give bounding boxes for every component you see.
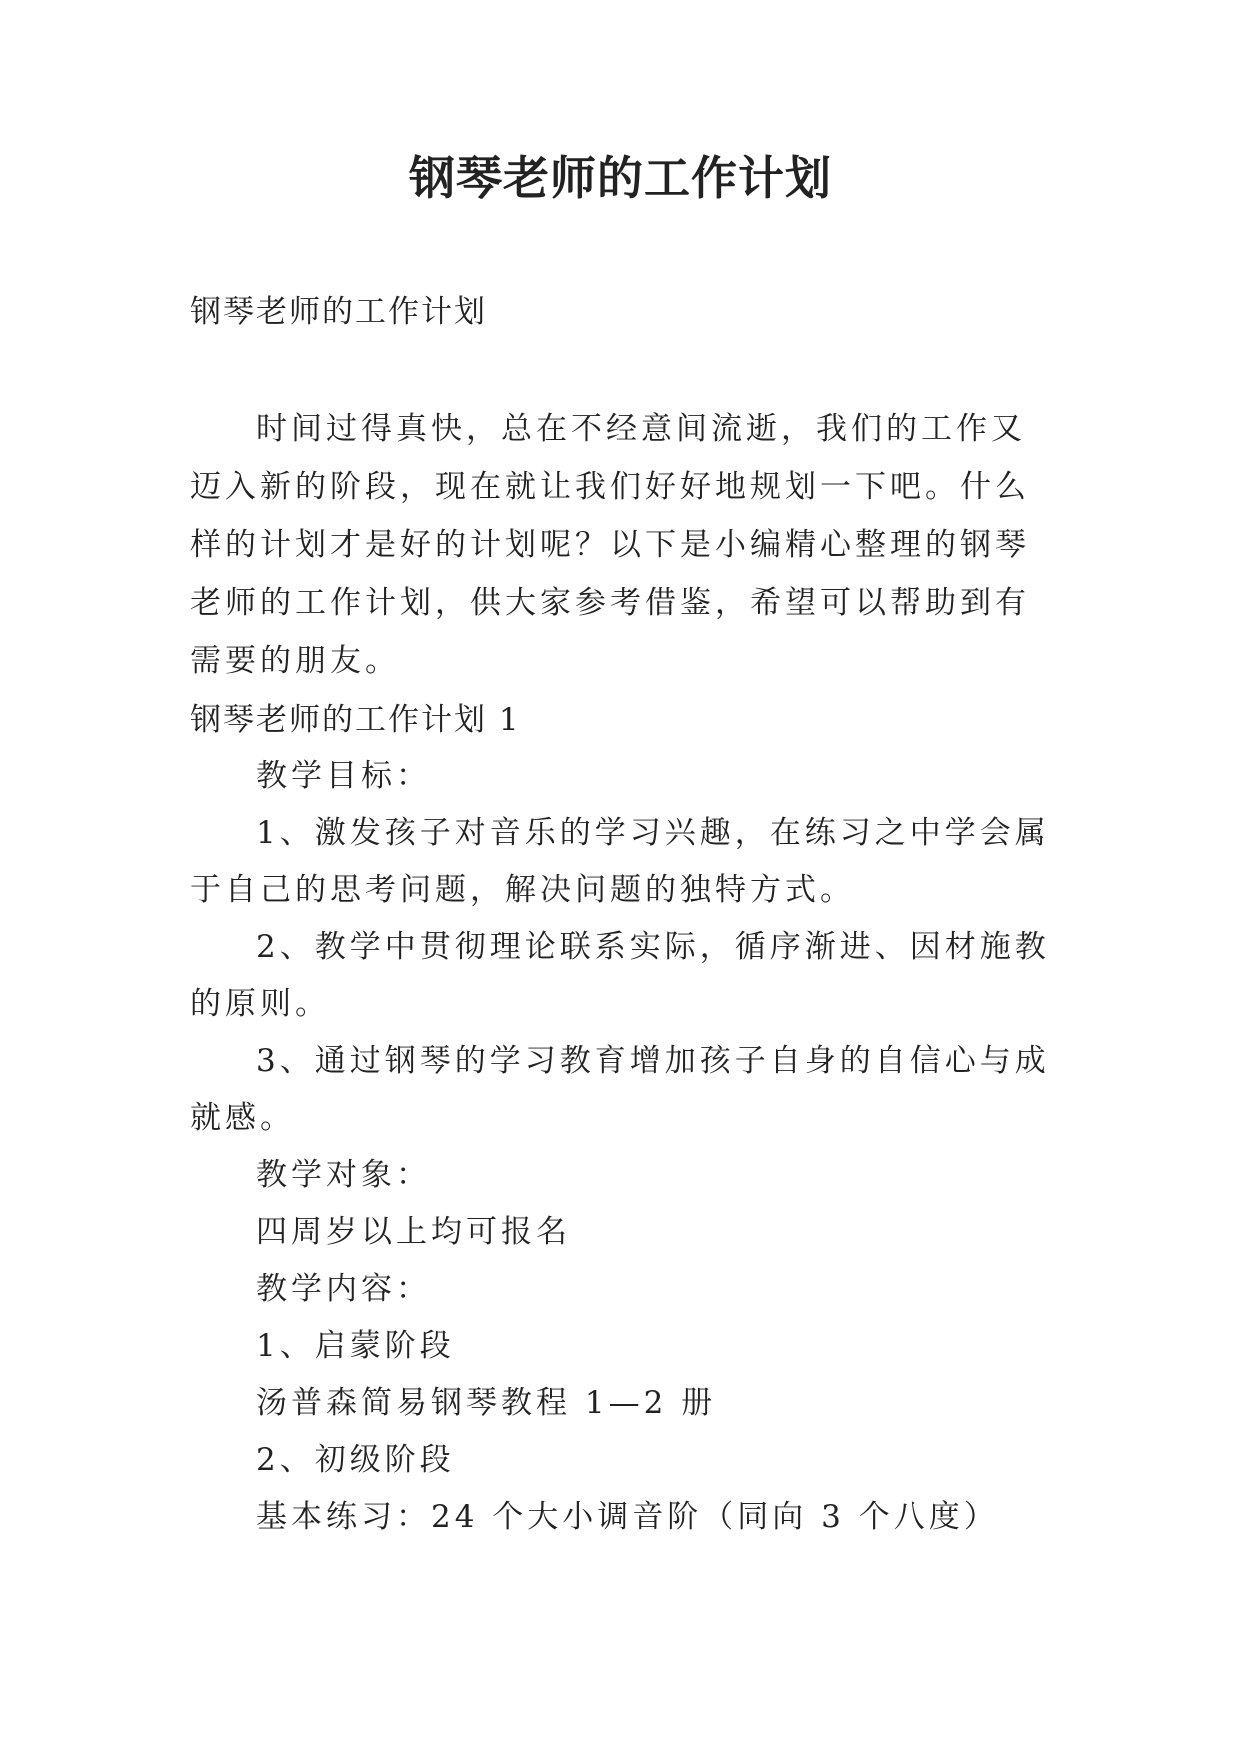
document-title: 钢琴老师的工作计划	[409, 151, 832, 205]
section-heading: 钢琴老师的工作计划 1	[190, 702, 521, 738]
intro-paragraph: 时间过得真快，总在不经意间流逝，我们的工作又迈入新的阶段，现在就让我们好好地规划一下吧。什么样的计划才是好的计划呢？以下是小编精心整理的钢琴老师的工作计划，供大家参考借鉴，希望可以帮助到有需要的朋友。	[190, 411, 1030, 679]
stage-heading: 1、启蒙阶段	[256, 1328, 455, 1364]
goal-item: 1、激发孩子对音乐的学习兴趣，在练习之中学会属于自己的思考问题，解决问题的独特方式。	[190, 815, 1050, 908]
goal-item: 3、通过钢琴的学习教育增加孩子自身的自信心与成就感。	[190, 1043, 1050, 1136]
goal-item: 2、教学中贯彻理论联系实际，循序渐进、因材施教的原则。	[190, 929, 1050, 1022]
section-body	[190, 748, 1050, 1546]
target-text: 四周岁以上均可报名	[256, 1214, 571, 1250]
stage-text: 汤普森简易钢琴教程 1—2 册	[256, 1385, 717, 1421]
document-subtitle: 钢琴老师的工作计划	[190, 294, 487, 330]
stage-text: 基本练习：24 个大小调音阶（同向 3 个八度）	[256, 1499, 999, 1535]
content-heading: 教学内容：	[256, 1271, 431, 1307]
goals-heading: 教学目标：	[256, 758, 431, 794]
stage-heading: 2、初级阶段	[256, 1442, 455, 1478]
target-heading: 教学对象：	[256, 1157, 431, 1193]
